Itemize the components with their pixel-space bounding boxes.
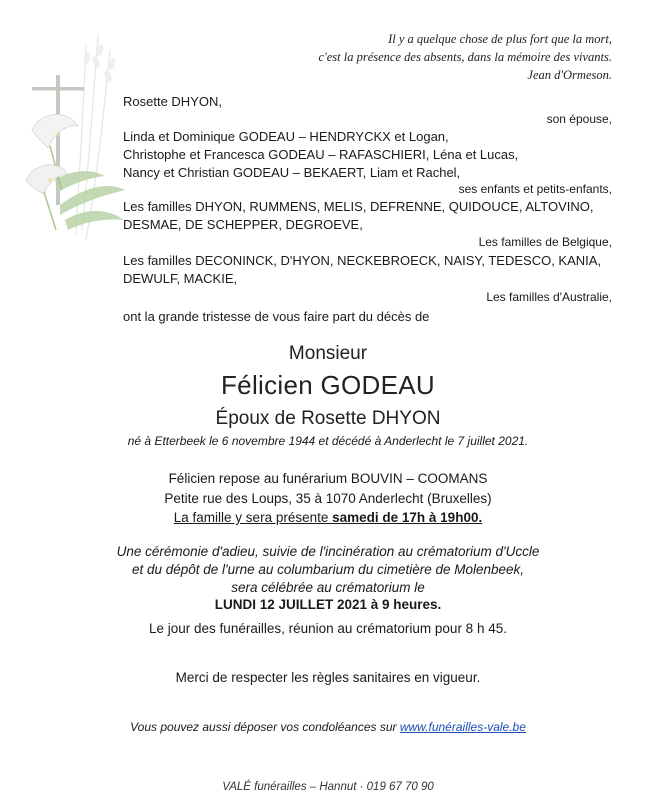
- meeting-time: Le jour des funérailles, réunion au crématorium pour 8 h 45.: [149, 621, 507, 636]
- cross-lily-illustration: [20, 30, 130, 260]
- wheat-icon: [76, 35, 110, 240]
- quote-line: Il y a quelque chose de plus fort que la mort,: [388, 32, 612, 46]
- deceased-dates: né à Etterbeek le 6 novembre 1944 et décédé à Anderlecht le 7 juillet 2021.: [127, 434, 529, 448]
- presence-prefix: La famille y sera présente: [173, 510, 333, 525]
- spouse-name: Rosette DHYON,: [123, 94, 222, 109]
- belgium-families-line: DESMAE, DE SCHEPPER, DEGROEVE,: [123, 217, 363, 232]
- australia-role: Les familles d'Australie,: [486, 290, 612, 304]
- funeral-home-footer: VALÉ funérailles – Hannut · 019 67 70 90: [222, 781, 434, 793]
- presence-time: samedi de 17h à 19h00.: [332, 510, 483, 525]
- belgium-families-line: Les familles DHYON, RUMMENS, MELIS, DEFRENNE, QUIDOUCE, ALTOVINO,: [123, 199, 594, 214]
- ceremony-line: et du dépôt de l'urne au columbarium du cimetière de Molenbeek,: [131, 562, 525, 577]
- deceased-name: Félicien GODEAU: [221, 370, 435, 400]
- ceremony-date: LUNDI 12 JUILLET 2021 à 9 heures.: [214, 597, 442, 612]
- sanitary-notice: Merci de respecter les règles sanitaires en vigueur.: [175, 670, 481, 685]
- funerarium-address: Petite rue des Loups, 35 à 1070 Anderlecht (Bruxelles): [164, 491, 492, 506]
- ceremony-line: Une cérémonie d'adieu, suivie de l'incinération au crématorium d'Uccle: [116, 544, 540, 559]
- australia-families-line: Les familles DECONINCK, D'HYON, NECKEBROECK, NAISY, TEDESCO, KANIA,: [123, 253, 602, 268]
- quote-line: c'est la présence des absents, dans la mémoire des vivants.: [318, 50, 612, 64]
- funerarium-line: Félicien repose au funérarium BOUVIN – COOMANS: [168, 471, 488, 486]
- condolences-text: Vous pouvez aussi déposer vos condoléances sur: [130, 720, 400, 734]
- children-line: Nancy et Christian GODEAU – BEKAERT, Liam et Rachel,: [123, 165, 461, 180]
- condolences-line: [0, 720, 656, 734]
- children-line: Christophe et Francesca GODEAU – RAFASCHIERI, Léna et Lucas,: [123, 147, 519, 162]
- children-line: Linda et Dominique GODEAU – HENDRYCKX et Logan,: [123, 129, 449, 144]
- epigraph-quote: [192, 30, 612, 84]
- condolences-link[interactable]: www.funérailles-vale.be: [399, 720, 526, 734]
- family-presence: [0, 510, 656, 525]
- announcement-text: ont la grande tristesse de vous faire part du décès de: [123, 309, 430, 324]
- belgium-role: Les familles de Belgique,: [478, 235, 612, 249]
- deceased-title: Monsieur: [288, 343, 368, 364]
- australia-families-line: DEWULF, MACKIE,: [123, 271, 238, 286]
- leaf-icon: [55, 171, 125, 230]
- spouse-role: son épouse,: [546, 112, 612, 126]
- deceased-relation: Époux de Rosette DHYON: [215, 408, 441, 429]
- calla-lily-icon: [26, 114, 78, 230]
- quote-author: Jean d'Ormeson.: [527, 68, 612, 82]
- ceremony-line: sera célébrée au crématorium le: [231, 580, 425, 595]
- children-role: ses enfants et petits-enfants,: [458, 182, 612, 196]
